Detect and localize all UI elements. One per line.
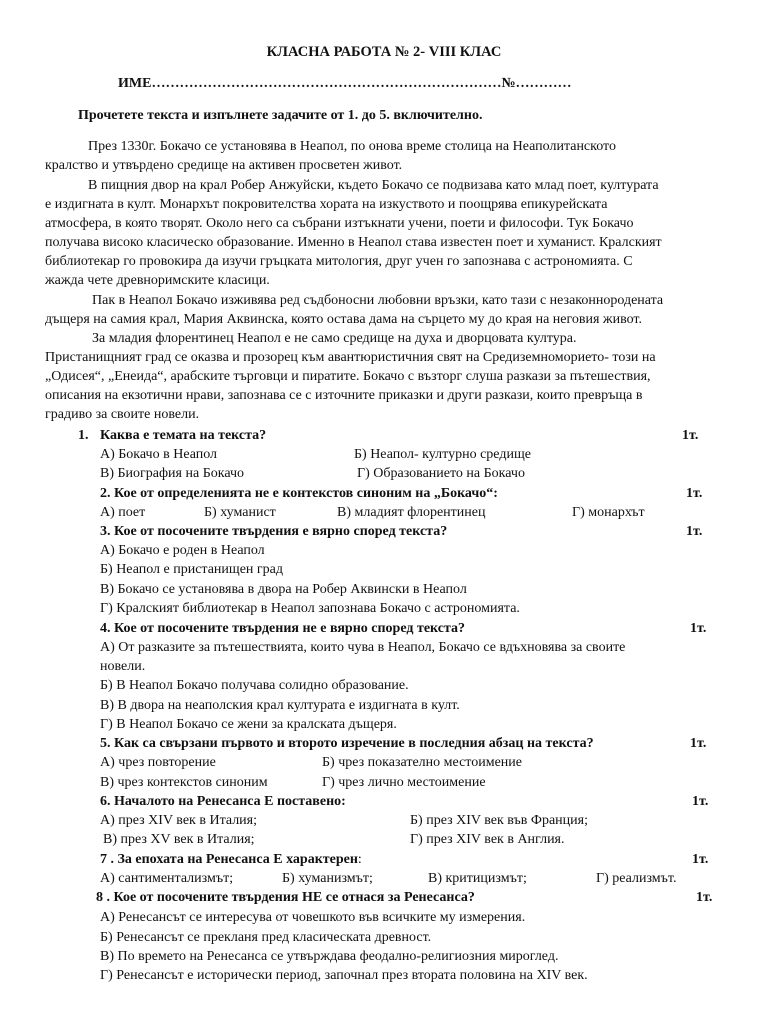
passage-line: кралство и утвърдено средище на активен просветен живот. — [45, 158, 403, 173]
option-a: А) сантиментализмът; — [100, 871, 234, 886]
question-points: 1т. — [692, 794, 709, 809]
question-text: Каква е темата на текста? — [100, 428, 267, 443]
passage-line: жажда чете древноримските класици. — [45, 273, 270, 288]
option-d: Г) Кралският библиотекар в Неапол запознава Бокачо с астрономията. — [100, 601, 520, 616]
passage-line: През 1330г. Бокачо се установява в Неапол, по онова време столица на Неаполитанското — [88, 139, 616, 154]
option-d: Г) през XIV век в Англия. — [410, 832, 565, 847]
option-b: Б) хуманист — [204, 505, 276, 520]
passage-line: „Одисея“, „Енеида“, арабските търговци и пиратите. Бокачо с възторг слуша разкази за пътешествия, — [45, 369, 651, 384]
passage-line: В пищния двор на крал Робер Анжуйски, където Бокачо се подвизава като млад поет, културата — [88, 178, 659, 193]
option-b: Б) Неапол е пристанищен град — [100, 562, 283, 577]
passage-line: атмосфера, в която творят. Около него са събрани изтъкнати учени, поети и философи. Тук Бокачо — [45, 216, 634, 231]
option-a: А) Бокачо в Неапол — [100, 447, 218, 462]
passage-line: градиво за своите новели. — [45, 407, 200, 422]
option-d: Г) В Неапол Бокачо се жени за кралската дъщеря. — [100, 717, 397, 732]
question-points: 1т. — [692, 852, 709, 867]
question-text: 5. Как са свързани първото и второто изречение в последния абзац на текста? — [100, 736, 594, 751]
option-b: Б) В Неапол Бокачо получава солидно образование. — [100, 678, 409, 693]
option-c: В) през XV век в Италия; — [103, 832, 255, 847]
option-c: В) чрез контекстов синоним — [100, 775, 268, 790]
question-text: 7 . За епохата на Ренесанса Е характерен — [100, 852, 358, 867]
option-b: Б) чрез показателно местоимение — [322, 755, 522, 770]
option-c: В) Бокачо се установява в двора на Робер Аквински в Неапол — [100, 582, 467, 597]
question-points: 1т. — [690, 621, 707, 636]
question-points: 1т. — [682, 428, 699, 443]
question-text: 3. Кое от посочените твърдения е вярно според текста? — [100, 524, 448, 539]
option-d: Г) Ренесансът е исторически период, започнал през втората половина на XIV век. — [100, 968, 588, 983]
option-c: В) критицизмът; — [428, 871, 527, 886]
option-a: А) Ренесансът се интересува от човешкото във всичките му измерения. — [100, 910, 526, 925]
question-text-row — [100, 850, 362, 869]
option-c: В) Биография на Бокачо — [100, 466, 245, 481]
passage-line: дъщеря на самия крал, Мария Аквинска, която остава дама на сърцето му до края на неговия живот. — [45, 312, 642, 327]
passage-line: Пристанищният град се оказва и прозорец към авантюристичния свят на Средиземноморието- този на — [45, 350, 656, 365]
option-c: В) В двора на неаполския крал културата е издигната в култ. — [100, 698, 460, 713]
option-b: Б) Неапол- културно средище — [354, 447, 531, 462]
passage-line: е издигната в култ. Монархът покровителства хората на изкуството и поощрява епикурейската — [45, 197, 608, 212]
option-a: А) От разказите за пътешествията, които чува в Неапол, Бокачо се вдъхновява за своите — [100, 640, 626, 655]
instruction: Прочетете текста и изпълнете задачите от 1. до 5. включително. — [78, 108, 483, 123]
option-d: Г) реализмът. — [596, 871, 677, 886]
passage-line: описания на екзотични нрави, запознава се с източните приказки и други разкази, които превръща в — [45, 388, 643, 403]
question-text: 8 . Кое от посочените твърдения НЕ се отнася за Ренесанса? — [96, 890, 475, 905]
question-number: 1. — [78, 428, 89, 443]
option-a: А) чрез повторение — [100, 755, 216, 770]
option-d: Г) чрез лично местоимение — [322, 775, 486, 790]
option-b: Б) през XIV век във Франция; — [410, 813, 588, 828]
option-b: Б) Ренесансът се прекланя пред класическата древност. — [100, 930, 432, 945]
question-points: 1т. — [686, 524, 703, 539]
option-d: Г) Образованието на Бокачо — [357, 466, 525, 481]
passage-line: получава високо класическо образование. Именно в Неапол става известен поет и хуманист. Кралският — [45, 235, 662, 250]
passage-line: библиотекар го провокира да изучи гръцката митология, друг учен го запознава с астрономията. С — [45, 254, 633, 269]
option-b: Б) хуманизмът; — [282, 871, 373, 886]
passage-line: Пак в Неапол Бокачо изживява ред съдбоносни любовни връзки, като тази с незаконнородената — [92, 293, 664, 308]
question-text: 6. Началото на Ренесанса Е поставено: — [100, 794, 346, 809]
name-field-line: ИМЕ…………………………………………………………………№………… — [118, 76, 572, 91]
option-c: В) По времето на Ренесанса се утвърждава феодално-религиозния мироглед. — [100, 949, 559, 964]
question-colon: : — [357, 852, 362, 867]
option-a: А) Бокачо е роден в Неапол — [100, 543, 265, 558]
option-a-continued: новели. — [100, 659, 146, 674]
option-a: А) поет — [100, 505, 146, 520]
question-points: 1т. — [690, 736, 707, 751]
page-title: КЛАСНА РАБОТА № 2- VIII КЛАС — [266, 44, 502, 60]
question-text: 2. Кое от определенията не е контекстов синоним на „Бокачо“: — [100, 486, 498, 501]
option-d: Г) монархът — [572, 505, 645, 520]
option-a: А) през XIV век в Италия; — [100, 813, 258, 828]
question-points: 1т. — [696, 890, 713, 905]
option-c: В) младият флорентинец — [337, 505, 486, 520]
passage-line: За младия флорентинец Неапол е не само средище на духа и дворцовата култура. — [92, 331, 577, 346]
question-points: 1т. — [686, 486, 703, 501]
question-text: 4. Кое от посочените твърдения не е вярно според текста? — [100, 621, 466, 636]
